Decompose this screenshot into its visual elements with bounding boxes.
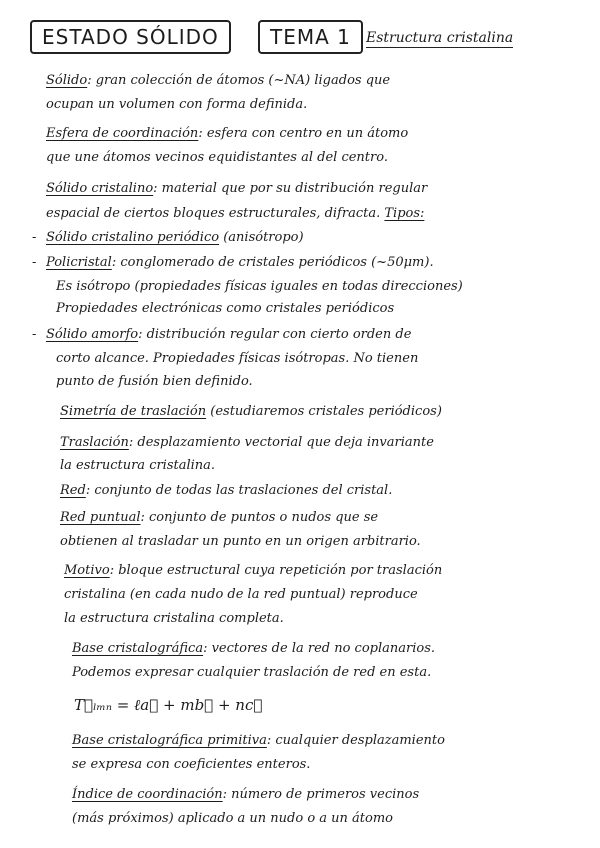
def-motivo-2: cristalina (en cada nudo de la red puntual) reproduce xyxy=(64,587,418,602)
term-base: Base cristalográfica xyxy=(72,641,204,656)
note-primitiva-line1 xyxy=(72,732,445,750)
note-solido-line1 xyxy=(46,72,390,90)
term-motivo: Motivo xyxy=(64,563,110,578)
def-indice-1: : número de primeros vecinos xyxy=(222,787,420,802)
def-amorfo-2: corto alcance. Propiedades físicas isótropas. No tienen xyxy=(56,351,419,366)
def-policristal-1: : conglomerado de cristales periódicos (~50μm). xyxy=(111,255,434,270)
def-traslacion-1: : desplazamiento vectorial que deja invariante xyxy=(128,435,434,450)
def-motivo-1: : bloque estructural cuya repetición por traslación xyxy=(109,563,443,578)
def-policristal-3: Propiedades electrónicas como cristales periódicos xyxy=(56,301,395,316)
def-redpuntual-1: : conjunto de puntos o nudos que se xyxy=(140,510,379,525)
formula-traslacion xyxy=(74,696,262,714)
term-indice: Índice de coordinación xyxy=(72,787,223,802)
term-simetria: Simetría de traslación xyxy=(60,404,207,419)
note-cristalino-line2 xyxy=(46,205,424,223)
def-esfera-1: : esfera con centro en un átomo xyxy=(198,126,409,141)
def-indice-2: (más próximos) aplicado a un nudo o a un átomo xyxy=(72,811,393,826)
note-periodico xyxy=(32,229,304,247)
term-solido: Sólido xyxy=(46,73,88,88)
term-redpuntual: Red puntual xyxy=(60,510,141,525)
def-policristal-2: Es isótropo (propiedades físicas iguales en todas direcciones) xyxy=(56,279,463,294)
def-periodico: (anisótropo) xyxy=(223,230,304,245)
def-cristalino-1: : material que por su distribución regular xyxy=(153,181,428,196)
term-traslacion: Traslación xyxy=(60,435,129,450)
term-policristal: Policristal xyxy=(46,255,112,270)
bullet-dash: - xyxy=(32,230,37,245)
formula-lhs: T⃗ₗₘₙ xyxy=(74,696,112,714)
page-title: ESTADO SÓLIDO xyxy=(30,20,231,54)
note-cristalino-line1 xyxy=(46,180,427,198)
bullet-dash: - xyxy=(32,327,37,342)
def-redpuntual-2: obtienen al trasladar un punto en un origen arbitrario. xyxy=(60,534,421,549)
term-esfera: Esfera de coordinación xyxy=(46,126,199,141)
note-traslacion-line1 xyxy=(60,434,434,452)
formula-rhs: = ℓa⃗ + mb⃗ + nc⃗ xyxy=(116,696,263,714)
tipos-label: Tipos: xyxy=(384,206,425,221)
note-amorfo-line1 xyxy=(32,326,411,344)
def-solido-2: ocupan un volumen con forma definida. xyxy=(46,97,308,112)
def-simetria: (estudiaremos cristales periódicos) xyxy=(210,404,442,419)
note-esfera-line1 xyxy=(46,125,408,143)
def-primitiva-2: se expresa con coeficientes enteros. xyxy=(72,757,311,772)
def-amorfo-3: punto de fusión bien definido. xyxy=(56,374,253,389)
def-amorfo-1: : distribución regular con cierto orden de xyxy=(138,327,412,342)
def-base-2: Podemos expresar cualquier traslación de red en esta. xyxy=(72,665,432,680)
def-cristalino-2: espacial de ciertos bloques estructurales, difracta. xyxy=(46,206,381,221)
term-cristalino: Sólido cristalino xyxy=(46,181,154,196)
bullet-dash: - xyxy=(32,255,37,270)
note-red xyxy=(60,482,392,500)
def-base-1: : vectores de la red no coplanarios. xyxy=(203,641,436,656)
def-primitiva-1: : cualquier desplazamiento xyxy=(266,733,445,748)
note-motivo-line1 xyxy=(64,562,442,580)
note-redpuntual-line1 xyxy=(60,509,378,527)
def-solido-1: : gran colección de átomos (~NA) ligados que xyxy=(87,73,391,88)
note-policristal-line1 xyxy=(32,254,434,272)
def-traslacion-2: la estructura cristalina. xyxy=(60,458,216,473)
term-red: Red xyxy=(60,483,86,498)
def-esfera-2: que une átomos vecinos equidistantes al del centro. xyxy=(46,150,388,165)
def-red: : conjunto de todas las traslaciones del cristal. xyxy=(85,483,393,498)
term-primitiva: Base cristalográfica primitiva xyxy=(72,733,267,748)
term-periodico: Sólido cristalino periódico xyxy=(46,230,220,245)
page-subtitle: Estructura cristalina xyxy=(366,30,514,46)
note-indice-line1 xyxy=(72,786,419,804)
term-amorfo: Sólido amorfo xyxy=(46,327,139,342)
tema-label: TEMA 1 xyxy=(258,20,363,54)
note-simetria xyxy=(60,403,442,421)
note-base-line1 xyxy=(72,640,435,658)
def-motivo-3: la estructura cristalina completa. xyxy=(64,611,284,626)
